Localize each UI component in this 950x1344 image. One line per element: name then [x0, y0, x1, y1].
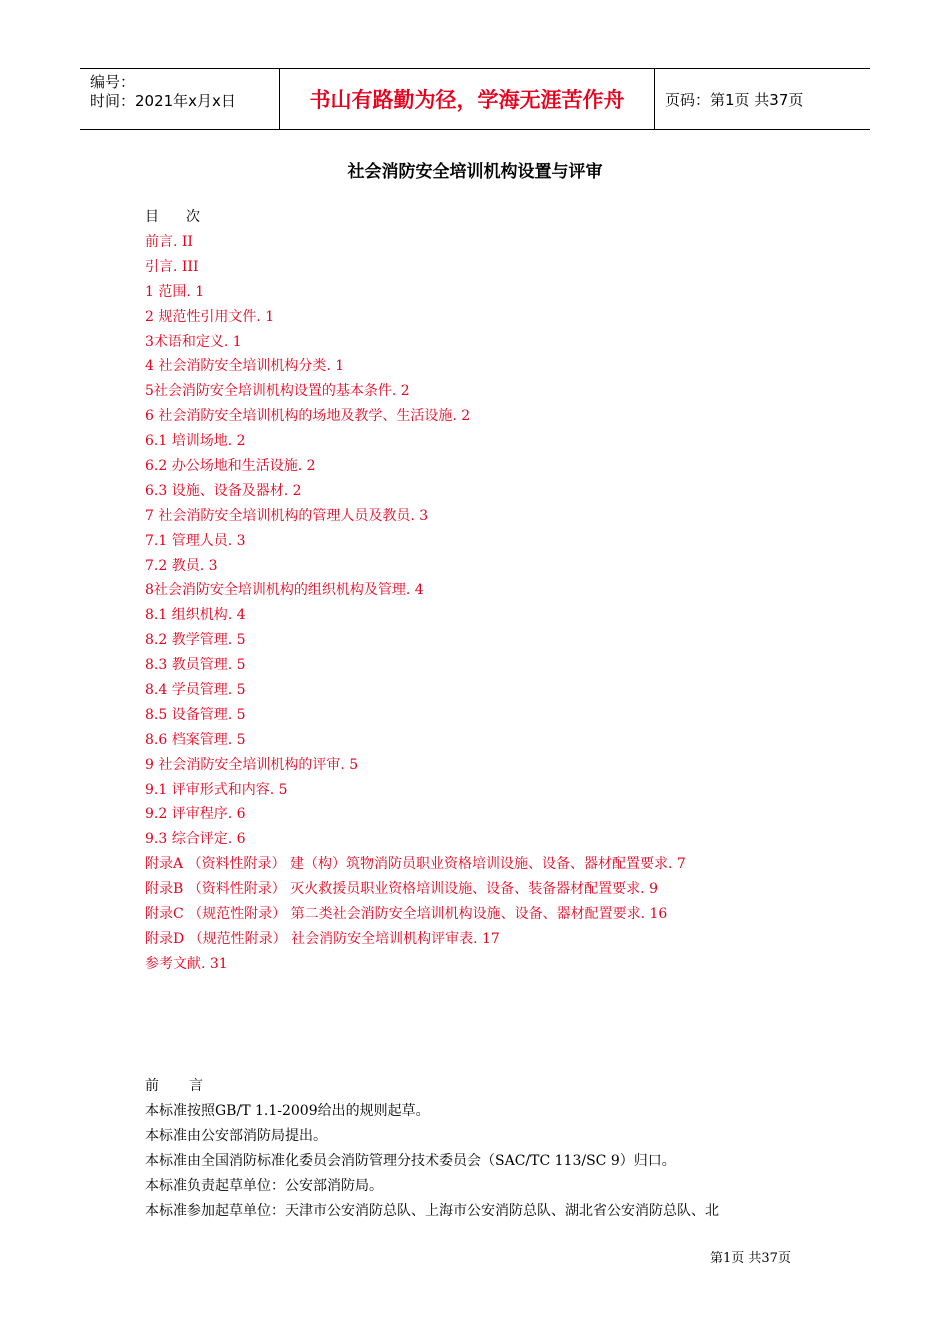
preface-paragraph: 本标准由全国消防标准化委员会消防管理分技术委员会（SAC/TC 113/SC 9）归口。	[145, 1153, 676, 1169]
toc-heading: 目 次	[145, 209, 201, 225]
toc-entry[interactable]: 8.5 设备管理. 5	[145, 706, 246, 723]
table-of-contents	[145, 205, 845, 977]
toc-entry[interactable]: 7.1 管理人员. 3	[145, 532, 246, 549]
toc-entry[interactable]: 6.3 设施、设备及器材. 2	[145, 482, 302, 499]
toc-entry[interactable]: 6.2 办公场地和生活设施. 2	[145, 458, 316, 475]
toc-entry[interactable]: 参考文献. 31	[145, 955, 228, 972]
toc-entry[interactable]: 8.6 档案管理. 5	[145, 731, 246, 748]
toc-entry[interactable]: 4 社会消防安全培训机构分类. 1	[145, 358, 345, 375]
toc-entry[interactable]: 引言. III	[145, 258, 199, 275]
preface-heading: 前 言	[145, 1078, 203, 1094]
toc-entry[interactable]: 9 社会消防安全培训机构的评审. 5	[145, 756, 359, 773]
toc-entry[interactable]: 附录D （规范性附录） 社会消防安全培训机构评审表. 17	[145, 930, 500, 947]
toc-entry[interactable]: 8.2 教学管理. 5	[145, 632, 246, 649]
toc-entry[interactable]: 9.2 评审程序. 6	[145, 806, 246, 823]
toc-entry[interactable]: 7 社会消防安全培训机构的管理人员及教员. 3	[145, 507, 429, 524]
header-meta	[80, 69, 280, 129]
motto: 书山有路勤为径，学海无涯苦作舟	[280, 69, 655, 129]
preface-paragraph: 本标准由公安部消防局提出。	[145, 1128, 327, 1144]
header-page-info: 页码：第1页 共37页	[665, 90, 804, 109]
toc-list	[145, 230, 845, 977]
preface-paragraph: 本标准按照GB/T 1.1-2009给出的规则起草。	[145, 1103, 430, 1119]
date-label: 时间：2021年x月x日	[90, 92, 236, 110]
toc-entry[interactable]: 2 规范性引用文件. 1	[145, 308, 275, 325]
toc-entry[interactable]: 8.4 学员管理. 5	[145, 682, 246, 699]
number-label: 编号：	[90, 73, 136, 91]
page-footer: 第1页 共37页	[710, 1251, 791, 1266]
toc-entry[interactable]: 8社会消防安全培训机构的组织机构及管理. 4	[145, 582, 424, 599]
toc-entry[interactable]: 3术语和定义. 1	[145, 333, 242, 350]
toc-entry[interactable]: 8.3 教员管理. 5	[145, 657, 246, 674]
toc-entry[interactable]: 9.3 综合评定. 6	[145, 831, 246, 848]
toc-entry[interactable]: 1 范围. 1	[145, 283, 205, 300]
page-header	[80, 68, 870, 130]
toc-entry[interactable]: 5社会消防安全培训机构设置的基本条件. 2	[145, 383, 410, 400]
preface-paragraph: 本标准负责起草单位：公安部消防局。	[145, 1178, 383, 1194]
toc-entry[interactable]: 附录B （资料性附录） 灭火救援员职业资格培训设施、设备、装备器材配置要求. 9	[145, 881, 658, 898]
toc-entry[interactable]: 6.1 培训场地. 2	[145, 433, 246, 450]
document-title: 社会消防安全培训机构设置与评审	[347, 162, 603, 182]
toc-entry[interactable]: 9.1 评审形式和内容. 5	[145, 781, 288, 798]
preface-section	[145, 1074, 845, 1224]
toc-entry[interactable]: 附录A （资料性附录） 建（构）筑物消防员职业资格培训设施、设备、器材配置要求. 7	[145, 856, 686, 873]
toc-entry[interactable]: 6 社会消防安全培训机构的场地及教学、生活设施. 2	[145, 408, 471, 425]
toc-entry[interactable]: 附录C （规范性附录） 第二类社会消防安全培训机构设施、设备、器材配置要求. 16	[145, 906, 668, 923]
toc-entry[interactable]: 8.1 组织机构. 4	[145, 607, 246, 624]
preface-paragraph: 本标准参加起草单位：天津市公安消防总队、上海市公安消防总队、湖北省公安消防总队、北	[145, 1203, 719, 1219]
preface-body	[145, 1099, 845, 1224]
toc-entry[interactable]: 前言. II	[145, 234, 193, 250]
toc-entry[interactable]: 7.2 教员. 3	[145, 557, 218, 574]
